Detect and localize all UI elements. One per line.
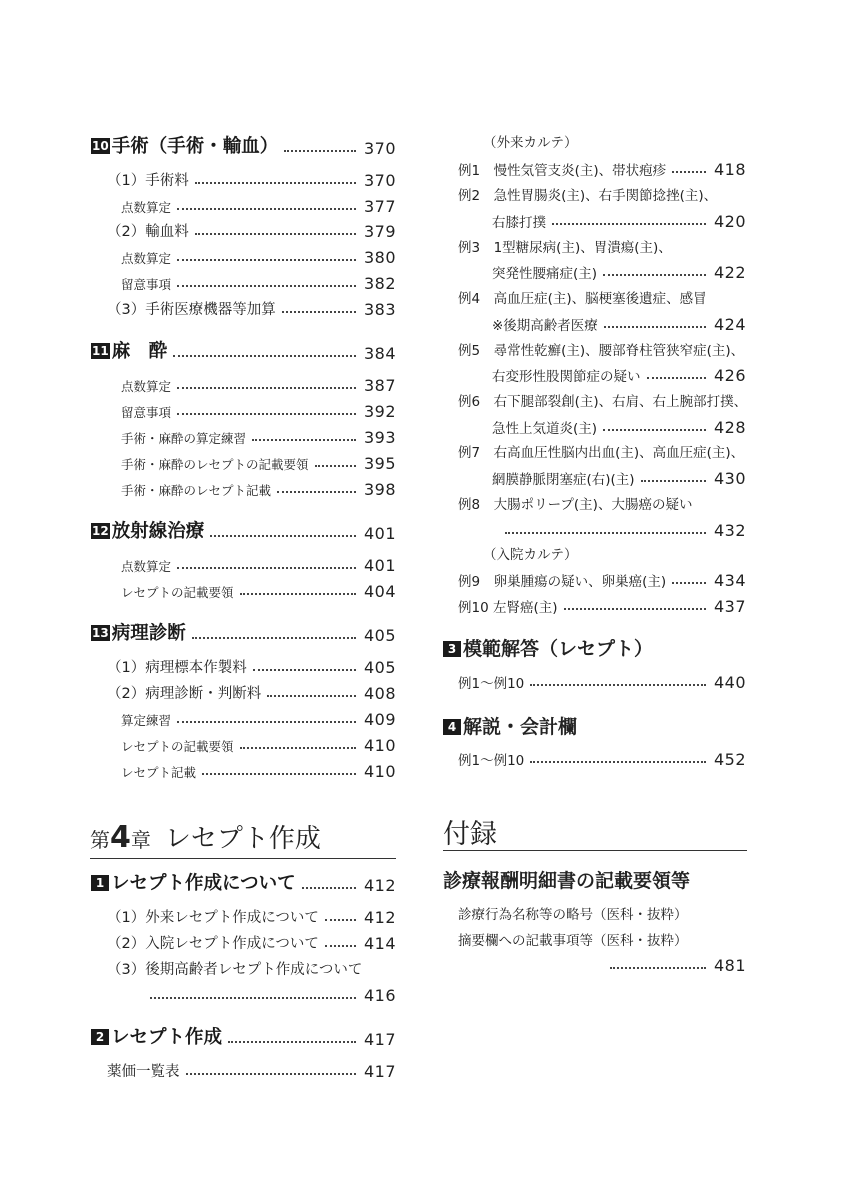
chapter-heading (90, 818, 396, 859)
dot-leader (325, 944, 356, 947)
toc-example-6-line1[interactable]: 例6 右下腿部裂創(主)、右肩、右上腕部打撲、 (458, 394, 748, 410)
page-number: 420 (713, 212, 746, 231)
toc-item-points-calc[interactable] (121, 243, 396, 267)
dot-leader (210, 534, 356, 537)
item-label: 点数算定 (121, 379, 172, 394)
dot-leader (228, 1040, 356, 1043)
appendix-subtitle[interactable]: 診療報酬明細書の記載要領等 (443, 870, 691, 892)
dot-leader (672, 581, 706, 584)
toc-item-elderly-receipt-leader[interactable] (150, 981, 396, 1005)
page-number: 452 (713, 750, 746, 769)
toc-item-receipt-guidelines[interactable] (121, 577, 396, 601)
toc-item-calc-practice[interactable] (121, 423, 396, 447)
appendix-line-abbreviations[interactable]: 診療行為名称等の略号（医科・抜粋） (458, 907, 688, 923)
toc-item-receipt-guidelines[interactable] (121, 449, 396, 473)
toc-example-9[interactable] (458, 566, 746, 590)
page-number: 401 (363, 556, 396, 575)
appendix-page-leader[interactable] (610, 951, 746, 975)
section-title: 模範解答（レセプト） (463, 638, 654, 660)
chapter-title: レセプト作成 (164, 824, 321, 854)
page-number: 393 (363, 428, 396, 447)
dot-leader (240, 592, 356, 595)
dot-leader (177, 207, 356, 210)
toc-example-6[interactable] (492, 413, 746, 437)
toc-example-1[interactable] (458, 155, 746, 179)
dot-leader (552, 222, 706, 225)
page-number: 424 (713, 315, 746, 334)
toc-section-pathology[interactable] (91, 621, 396, 645)
page-number: 481 (713, 956, 746, 975)
toc-example-5[interactable] (492, 361, 746, 385)
example-label: 右膝打撲 (492, 215, 546, 231)
item-label: （1）外来レセプト作成について (107, 910, 319, 926)
dot-leader (173, 354, 356, 357)
item-label: （2）輸血料 (107, 224, 189, 240)
item-label: 点数算定 (121, 251, 172, 266)
dot-leader (150, 996, 356, 999)
dot-leader (315, 464, 356, 467)
page-number: 417 (363, 1062, 396, 1081)
toc-item-calc-practice[interactable] (121, 705, 396, 729)
item-label: 点数算定 (121, 559, 172, 574)
item-label: 手術・麻酔の算定練習 (121, 431, 247, 446)
dot-leader (530, 760, 706, 763)
toc-item-model-answers-examples[interactable] (458, 668, 746, 692)
toc-item-notes[interactable] (121, 397, 396, 421)
dot-leader (564, 607, 706, 610)
chapter-number: 4 (110, 820, 131, 855)
dot-leader (325, 918, 356, 921)
page-number: 387 (363, 376, 396, 395)
example-label: 網膜静脈閉塞症(右)(主) (492, 472, 635, 488)
dot-leader (252, 438, 356, 441)
dot-leader (641, 479, 706, 482)
page-number: 408 (363, 684, 396, 703)
toc-example-8[interactable] (505, 516, 746, 540)
dot-leader (603, 273, 706, 276)
toc-example-2-line1[interactable]: 例2 急性胃腸炎(主)、右手関節捻挫(主)、 (458, 188, 718, 204)
toc-item-receipt-entry[interactable] (121, 757, 396, 781)
page-number: 383 (363, 300, 396, 319)
toc-item-diagnosis-fee[interactable] (107, 679, 396, 703)
item-label: 例1～例10 (458, 676, 525, 692)
dot-leader (530, 683, 706, 686)
page-number: 405 (363, 658, 396, 677)
item-label: 点数算定 (121, 200, 172, 215)
section-title: 解説・会計欄 (463, 716, 578, 738)
page-number: 404 (363, 582, 396, 601)
item-label: 例1～例10 (458, 753, 525, 769)
page-number: 430 (713, 469, 746, 488)
dot-leader (177, 412, 356, 415)
example-label: 例10 左腎癌(主) (458, 600, 558, 616)
example-label: 例9 卵巣腫瘍の疑い、卵巣癌(主) (458, 574, 667, 590)
item-label: 留意事項 (121, 405, 172, 420)
dot-leader (177, 284, 356, 287)
dot-leader (253, 668, 356, 671)
dot-leader (647, 376, 706, 379)
dot-leader (177, 566, 356, 569)
toc-item-points-calc[interactable] (121, 192, 396, 216)
dot-leader (202, 772, 356, 775)
page-number: 370 (363, 139, 396, 158)
example-label: 右変形性股関節症の疑い (492, 369, 641, 385)
page-number: 412 (363, 876, 396, 895)
dot-leader (195, 232, 356, 235)
item-label: （1）手術料 (107, 173, 189, 189)
page-number: 382 (363, 274, 396, 293)
toc-section-commentary[interactable] (443, 712, 577, 739)
page-number: 370 (363, 171, 396, 190)
toc-item-drug-price-list[interactable] (107, 1057, 396, 1081)
dot-leader (240, 746, 356, 749)
page-number: 418 (713, 160, 746, 179)
section-title: 手術（手術・輸血） (111, 136, 279, 157)
page-number: 412 (363, 908, 396, 927)
page-number: 384 (363, 344, 396, 363)
toc-item-receipt-guidelines[interactable] (121, 731, 396, 755)
page-number: 401 (363, 524, 396, 543)
inpatient-chart-header: （入院カルテ） (483, 547, 578, 563)
toc-example-7-line1[interactable]: 例7 右高血圧性脳内出血(主)、高血圧症(主)、 (458, 445, 745, 461)
page-number: 410 (363, 762, 396, 781)
toc-example-7[interactable] (492, 464, 746, 488)
page-number: 414 (363, 934, 396, 953)
toc-example-5-line1[interactable]: 例5 尋常性乾癬(主)、腰部脊柱管狭窄症(主)、 (458, 343, 745, 359)
section-title: 病理診断 (111, 623, 186, 644)
toc-section-receipt-creation-about[interactable] (91, 871, 396, 895)
section-number-badge: 12 (92, 524, 109, 538)
dot-leader (186, 1072, 356, 1075)
page-number: 416 (363, 986, 396, 1005)
item-label: レセプトの記載要領 (121, 739, 234, 754)
section-number-badge: 10 (92, 139, 109, 153)
chapter-prefix: 第 (90, 828, 110, 852)
toc-example-3-line1[interactable]: 例3 1型糖尿病(主)、胃潰瘍(主)、 (458, 240, 672, 256)
section-title: 放射線治療 (111, 521, 205, 542)
section-number-badge: 3 (443, 641, 461, 657)
appendix-heading: 付録 (443, 812, 747, 851)
item-label: 薬価一覧表 (107, 1064, 180, 1080)
example-label: ※後期高齢者医療 (492, 318, 598, 334)
page-number: 409 (363, 710, 396, 729)
toc-item-points-calc[interactable] (121, 371, 396, 395)
dot-leader (672, 170, 706, 173)
toc-section-model-answers[interactable] (443, 634, 653, 661)
dot-leader (177, 386, 356, 389)
section-title: 麻 酔 (111, 341, 168, 362)
toc-item-points-calc[interactable] (121, 551, 396, 575)
page-number: 398 (363, 480, 396, 499)
section-number-badge: 4 (443, 719, 461, 735)
toc-section-receipt-creation[interactable] (91, 1025, 396, 1049)
toc-item-outpatient-receipt[interactable] (107, 903, 396, 927)
toc-item-receipt-entry[interactable] (121, 475, 396, 499)
toc-example-4-line1[interactable]: 例4 高血圧症(主)、脳梗塞後遺症、感冒 (458, 291, 707, 307)
item-label: （2）入院レセプト作成について (107, 936, 319, 952)
page-number: 417 (363, 1030, 396, 1049)
item-label: レセプトの記載要領 (121, 585, 234, 600)
example-label: 突発性腰痛症(主) (492, 266, 598, 282)
dot-leader (284, 149, 356, 152)
item-label: 手術・麻酔のレセプト記載 (121, 483, 272, 498)
page-number: 428 (713, 418, 746, 437)
toc-item-inpatient-receipt[interactable] (107, 929, 396, 953)
appendix-line-summary-field[interactable]: 摘要欄への記載事項等（医科・抜粋） (458, 933, 688, 949)
item-label: 算定練習 (121, 713, 172, 728)
dot-leader (277, 490, 356, 493)
section-number-badge: 1 (91, 875, 109, 891)
dot-leader (282, 310, 356, 313)
dot-leader (604, 325, 706, 328)
toc-item-specimen-fee[interactable] (107, 653, 396, 677)
dot-leader (177, 720, 356, 723)
toc-item-device-addition[interactable] (107, 295, 396, 319)
dot-leader (267, 694, 356, 697)
page-number: 437 (713, 597, 746, 616)
page-number: 392 (363, 402, 396, 421)
toc-example-8-line1[interactable]: 例8 大腸ポリープ(主)、大腸癌の疑い (458, 497, 693, 513)
chapter-suffix: 章 (130, 828, 151, 852)
section-title: レセプト作成 (111, 1027, 223, 1048)
page-number: 440 (713, 673, 746, 692)
dot-leader (195, 181, 356, 184)
item-label: （1）病理標本作製料 (107, 660, 247, 676)
page-number: 426 (713, 366, 746, 385)
item-label: レセプト記載 (121, 765, 197, 780)
toc-section-radiotherapy[interactable] (91, 519, 396, 543)
dot-leader (192, 636, 356, 639)
dot-leader (302, 886, 356, 889)
section-number-badge: 2 (91, 1029, 109, 1045)
toc-item-elderly-receipt-label[interactable]: （3）後期高齢者レセプト作成について (107, 962, 363, 978)
example-label: 急性上気道炎(主) (492, 421, 598, 437)
outpatient-chart-header: （外来カルテ） (483, 135, 578, 151)
item-label: 手術・麻酔のレセプトの記載要領 (121, 457, 309, 472)
page-number: 405 (363, 626, 396, 645)
item-label: 留意事項 (121, 277, 172, 292)
page-number: 377 (363, 197, 396, 216)
toc-example-10[interactable] (458, 592, 746, 616)
toc-item-surgery-fee[interactable] (107, 166, 396, 190)
toc-item-commentary-examples[interactable] (458, 745, 746, 769)
dot-leader (505, 531, 706, 534)
toc-section-anesthesia[interactable] (91, 339, 396, 363)
dot-leader (603, 428, 706, 431)
item-label: （2）病理診断・判断料 (107, 686, 262, 702)
toc-example-2[interactable] (492, 207, 746, 231)
item-label: （3）手術医療機器等加算 (107, 302, 276, 318)
page-number: 395 (363, 454, 396, 473)
page-number: 422 (713, 263, 746, 282)
toc-example-4[interactable] (492, 310, 746, 334)
example-label: 例1 慢性気管支炎(主)、帯状疱疹 (458, 163, 667, 179)
page-number: 380 (363, 248, 396, 267)
toc-item-notes[interactable] (121, 269, 396, 293)
toc-item-transfusion-fee[interactable] (107, 217, 396, 241)
section-title: レセプト作成について (111, 873, 296, 894)
section-number-badge: 11 (92, 344, 109, 358)
dot-leader (610, 966, 706, 969)
dot-leader (177, 258, 356, 261)
toc-example-3[interactable] (492, 258, 746, 282)
page-number: 434 (713, 571, 746, 590)
section-number-badge: 13 (92, 626, 109, 640)
page-number: 410 (363, 736, 396, 755)
page-number: 379 (363, 222, 396, 241)
page-number: 432 (713, 521, 746, 540)
toc-section-surgery[interactable] (91, 134, 396, 158)
